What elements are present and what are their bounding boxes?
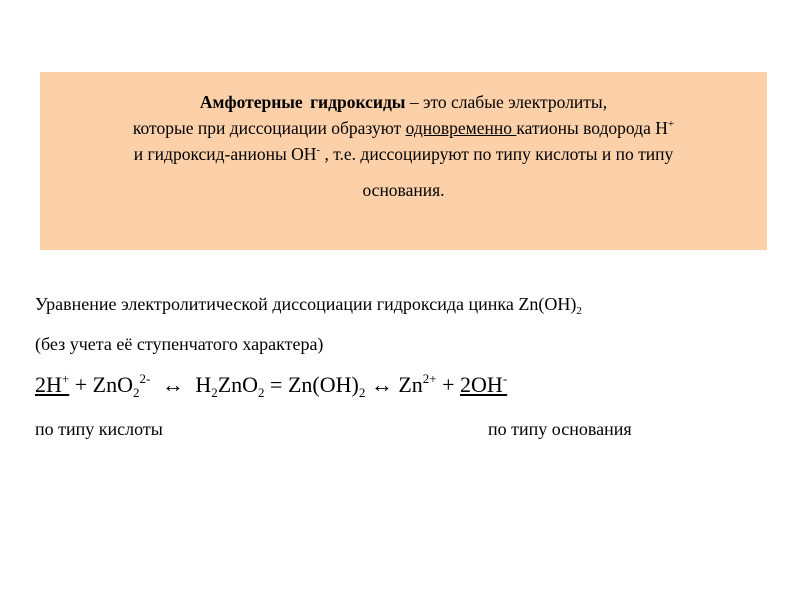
zno2-subscript: 2 (132, 385, 140, 400)
definition-line-2 (40, 115, 767, 141)
zno2-charge: 2- (139, 371, 151, 386)
definition-line-3 (40, 141, 767, 167)
definition-box (40, 72, 767, 250)
oh-charge: - (316, 144, 321, 156)
oh-term (460, 372, 507, 397)
definition-line-4: основания. (362, 180, 445, 200)
zno-text: ZnO (217, 372, 259, 397)
eq-plus-zno: + ZnO (69, 372, 133, 397)
h-charge: + (667, 118, 675, 130)
zn-text: Zn (398, 372, 423, 397)
oh-text: 2OH (460, 372, 503, 397)
definition-line-1 (40, 89, 767, 115)
intro-subscript: 2 (576, 305, 582, 317)
arrow-right: ↔ (365, 372, 399, 397)
underlined-word: одновременно (405, 118, 517, 138)
definition-line-2-tail: катионы водорода Н (516, 118, 668, 138)
definition-line-3-tail: , т.е. диссоциируют по типу кислоты и по типу (320, 144, 674, 164)
label-acid: по типу кислоты (35, 419, 163, 439)
intro-line-2: (без учета её ступенчатого характера) (35, 334, 324, 354)
zno-subscript: 2 (258, 385, 265, 400)
definition-line-1-text: – это слабые электролиты, (405, 92, 608, 112)
definition-line-3-text: и гидроксид-анионы ОН (133, 144, 317, 164)
eq-plus: + (436, 372, 461, 397)
definition-term: Амфотерные гидроксиды (199, 92, 406, 112)
dissociation-equation (35, 372, 507, 398)
zn-charge: 2+ (422, 371, 437, 386)
oh-term-charge: - (502, 371, 508, 386)
intro-line-1 (35, 294, 582, 315)
label-base: по типу основания (488, 419, 632, 439)
h2-text: H (195, 372, 212, 397)
intro-line-1-text: Уравнение электролитической диссоциации гидроксида цинка Zn(OH) (35, 294, 577, 314)
definition-line-2-text: которые при диссоциации образуют (132, 118, 406, 138)
h-plus-term (35, 372, 69, 397)
h-plus-charge: + (61, 371, 70, 386)
arrow-left: ↔ (156, 372, 190, 397)
h-plus-text: 2H (35, 372, 62, 397)
h2-subscript: 2 (211, 385, 218, 400)
znoh-subscript: 2 (358, 385, 366, 400)
eq-znoh: = Zn(OH) (264, 372, 359, 397)
